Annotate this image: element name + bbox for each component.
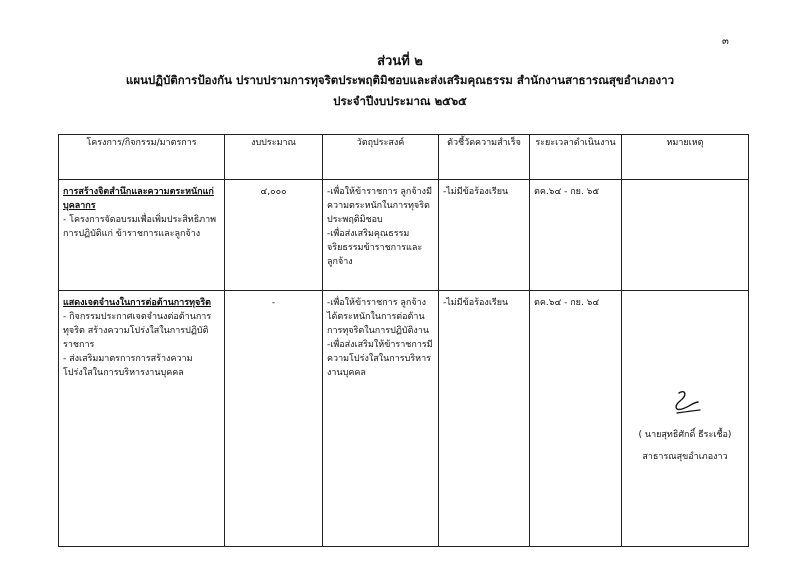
remark-cell bbox=[622, 180, 749, 291]
page-number: ๓ bbox=[722, 36, 729, 47]
budget-cell: - bbox=[225, 291, 323, 547]
column-header-project: โครงการ/กิจกรรม/มาตรการ bbox=[59, 135, 225, 180]
table-row bbox=[59, 291, 749, 547]
objective-cell bbox=[323, 180, 439, 291]
period-cell: ตค.๖๔ - กย. ๖๕ bbox=[530, 180, 622, 291]
table-header-row bbox=[59, 135, 749, 180]
project-item: - โครงการจัดอบรมเพื่อเพิ่มประสิทธิภาพการปฏิบัติแก่ ข้าราชการและลูกจ้าง bbox=[63, 214, 217, 239]
signatory-position: สาธารณสุขอำเภองาว bbox=[642, 451, 728, 462]
project-item: - ส่งเสริมมาตรการการสร้างความโปร่งใสในการบริหารงานบุคคล bbox=[63, 353, 193, 378]
objective-cell bbox=[323, 291, 439, 547]
project-item: - กิจกรรมประกาศเจตจำนงต่อต้านการทุจริต สร้างความโปร่งใสในการปฏิบัติราชการ bbox=[63, 311, 212, 350]
project-heading: แสดงเจตจำนงในการต่อต้านการทุจริต bbox=[63, 298, 212, 308]
column-header-indicator: ตัวชี้วัดความสำเร็จ bbox=[439, 135, 530, 180]
indicator-cell: -ไม่มีข้อร้องเรียน bbox=[439, 180, 530, 291]
remark-cell bbox=[622, 291, 749, 547]
table-row bbox=[59, 180, 749, 291]
indicator-cell: -ไม่มีข้อร้องเรียน bbox=[439, 291, 530, 547]
signature-block bbox=[622, 387, 748, 465]
project-cell bbox=[59, 291, 225, 547]
project-heading: การสร้างจิตสำนึกและความตระหนักแก่บุคลากร bbox=[63, 187, 214, 211]
column-header-objective: วัตถุประสงค์ bbox=[323, 135, 439, 180]
column-header-remark: หมายเหตุ bbox=[622, 135, 749, 180]
budget-cell: ๔,๐๐๐ bbox=[225, 180, 323, 291]
project-cell bbox=[59, 180, 225, 291]
fiscal-year-title: ประจำปีงบประมาณ ๒๕๖๕ bbox=[333, 94, 467, 108]
column-header-budget: งบประมาณ bbox=[225, 135, 323, 180]
period-cell: ตค.๖๔ - กย. ๖๔ bbox=[530, 291, 622, 547]
objective-item: -เพื่อส่งเสริมให้ข้าราชการมีความโปร่งใสในการบริหารงานบุคคล bbox=[327, 339, 433, 378]
objective-item: -เพื่อส่งเสริมคุณธรรมจริยธรรมข้าราชการและลูกจ้าง bbox=[327, 228, 423, 267]
action-plan-table bbox=[58, 134, 749, 547]
objective-item: -เพื่อให้ข้าราชการ ลูกจ้างได้ตระหนักในการต่อต้านการทุจริตในการปฏิบัติงาน bbox=[327, 298, 430, 336]
column-header-period: ระยะเวลาดำเนินงาน bbox=[530, 135, 622, 180]
objective-item: -เพื่อให้ข้าราชการ ลูกจ้างมีความตระหนักในการทุจริต ประพฤติมิชอบ bbox=[327, 187, 433, 225]
signature-icon bbox=[665, 387, 705, 417]
signatory-name: ( นายสุทธิศักดิ์ ธีระเชื้อ) bbox=[638, 430, 732, 440]
section-title: ส่วนที่ ๒ bbox=[377, 54, 423, 69]
plan-title: แผนปฏิบัติการป้องกัน ปราบปรามการทุจริตประพฤติมิชอบและส่งเสริมคุณธรรม สำนักงานสาธารณสุขอำเภองาว bbox=[125, 73, 675, 87]
